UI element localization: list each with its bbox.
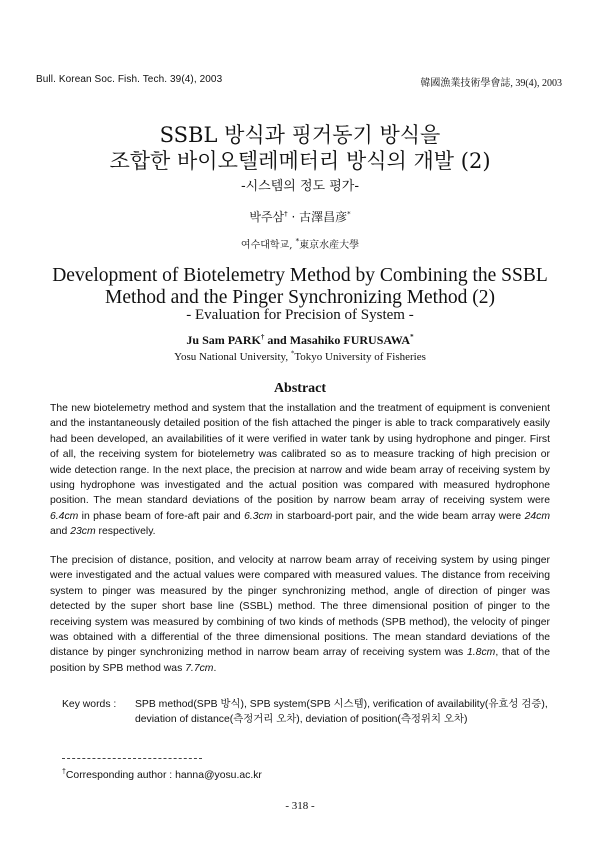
english-affil2: Tokyo University of Fisheries: [294, 351, 426, 363]
abstract-text: The precision of distance, position, and velocity at narrow beam array of receiving system by using pinger were investigated and the actual values were compared with measured values. The distance from receiving system to pinger was measured by the pinger synchronizing method, angle of direction of pinger was detected by the super short base line (SSBL) method. The three dimensional position of pinger to the receiving system was measured by combining of two kinds of methods (SPB method), the velocity of pinger was obtained with a differential of the three dimensional positions. The mean standard deviations of the distance by pinger synchronizing method in narrow beam array of receiving system was: [50, 555, 550, 659]
english-title-line1: Development of Biotelemetry Method by Combining the SSBL: [52, 265, 548, 286]
english-author1: Ju Sam PARK: [186, 333, 261, 347]
abstract-text: in starboard-port pair, and the wide beam array were: [272, 510, 525, 522]
corresponding-mark: †: [260, 333, 265, 341]
english-title-line2: Method and the Pinger Synchronizing Method (2): [105, 287, 495, 308]
korean-authors: [0, 208, 600, 225]
running-header-right: 韓國漁業技術學會誌, 39(4), 2003: [420, 78, 562, 89]
measured-value: 24cm: [524, 510, 551, 522]
korean-affiliations: [0, 236, 600, 251]
measured-value: 6.3cm: [244, 510, 273, 522]
running-header-left: Bull. Korean Soc. Fish. Tech. 39(4), 2003: [36, 74, 223, 85]
measured-value: 6.4cm: [50, 510, 79, 522]
corresponding-author-footnote: [62, 770, 262, 781]
english-subtitle: - Evaluation for Precision of System -: [186, 307, 414, 323]
affiliation-mark: *: [295, 237, 300, 246]
footnote-text: Corresponding author : hanna@yosu.ac.kr: [65, 770, 262, 781]
english-affiliations: [0, 351, 600, 363]
korean-affil2: 東京水産大學: [299, 240, 360, 251]
footnote-divider: [62, 758, 202, 760]
abstract-text: .: [213, 662, 217, 674]
korean-title-line1: SSBL 방식과 핑거동기 방식을: [159, 123, 441, 147]
korean-subtitle: -시스템의 정도 평가-: [240, 179, 360, 194]
author-and: and: [264, 333, 290, 347]
author-separator: ·: [287, 210, 300, 224]
measured-value: 7.7cm: [185, 662, 214, 674]
measured-value: 23cm: [70, 526, 96, 538]
keywords-text: SPB method(SPB 방식), SPB system(SPB 시스템), verification of availability(유효성 검증), deviation of distance(측정거리 오차), deviation of position(측정위치 오차): [135, 699, 548, 726]
korean-author2: 古澤昌彦: [299, 210, 348, 224]
measured-value: 1.8cm: [467, 647, 496, 659]
affiliation-mark: *: [347, 210, 351, 218]
abstract-text: and: [50, 526, 71, 538]
korean-title-line2: 조합한 바이오텔레메터리 방식의 개발 (2): [109, 149, 491, 173]
abstract-text: respectively.: [95, 526, 156, 538]
abstract-text: , that of the position by SPB method was: [50, 647, 550, 674]
affiliation-mark: *: [410, 333, 414, 341]
abstract-heading: Abstract: [273, 381, 327, 396]
keywords-label: Key words :: [62, 699, 117, 710]
abstract-text: The new biotelemetry method and system that the installation and the treatment of equipment is convenient and the instantaneously detailed position of the fish attached the pinger is able to track comparatively easily had been developed, an availabilities of it were verified in water tank by using hydrophone and pinger. First of all, the receiving system for biotelemetry was calibrated so as to measure tracking of high precision or wide detection range. In the next place, the precision at narrow and wide beam array of receiving system by using hydrophone was investigated and the actual position was compared with measured hydrophone position. The mean standard deviations of the position by narrow beam array of receiving system were: [50, 403, 550, 507]
abstract-paragraph-2: [50, 553, 550, 676]
page-number: - 318 -: [285, 800, 315, 812]
english-affil1: Yosu National University,: [174, 351, 291, 363]
abstract-paragraph-1: [50, 401, 550, 540]
korean-author1: 박주삼: [249, 210, 285, 224]
english-authors: [0, 333, 600, 348]
english-author2: Masahiko FURUSAWA: [289, 333, 411, 347]
corresponding-mark: †: [284, 210, 288, 218]
affiliation-mark: *: [290, 349, 295, 358]
corresponding-mark: †: [62, 768, 66, 776]
korean-affil1: 여수대학교,: [240, 240, 296, 251]
abstract-text: in phase beam of fore-aft pair and: [78, 510, 245, 522]
